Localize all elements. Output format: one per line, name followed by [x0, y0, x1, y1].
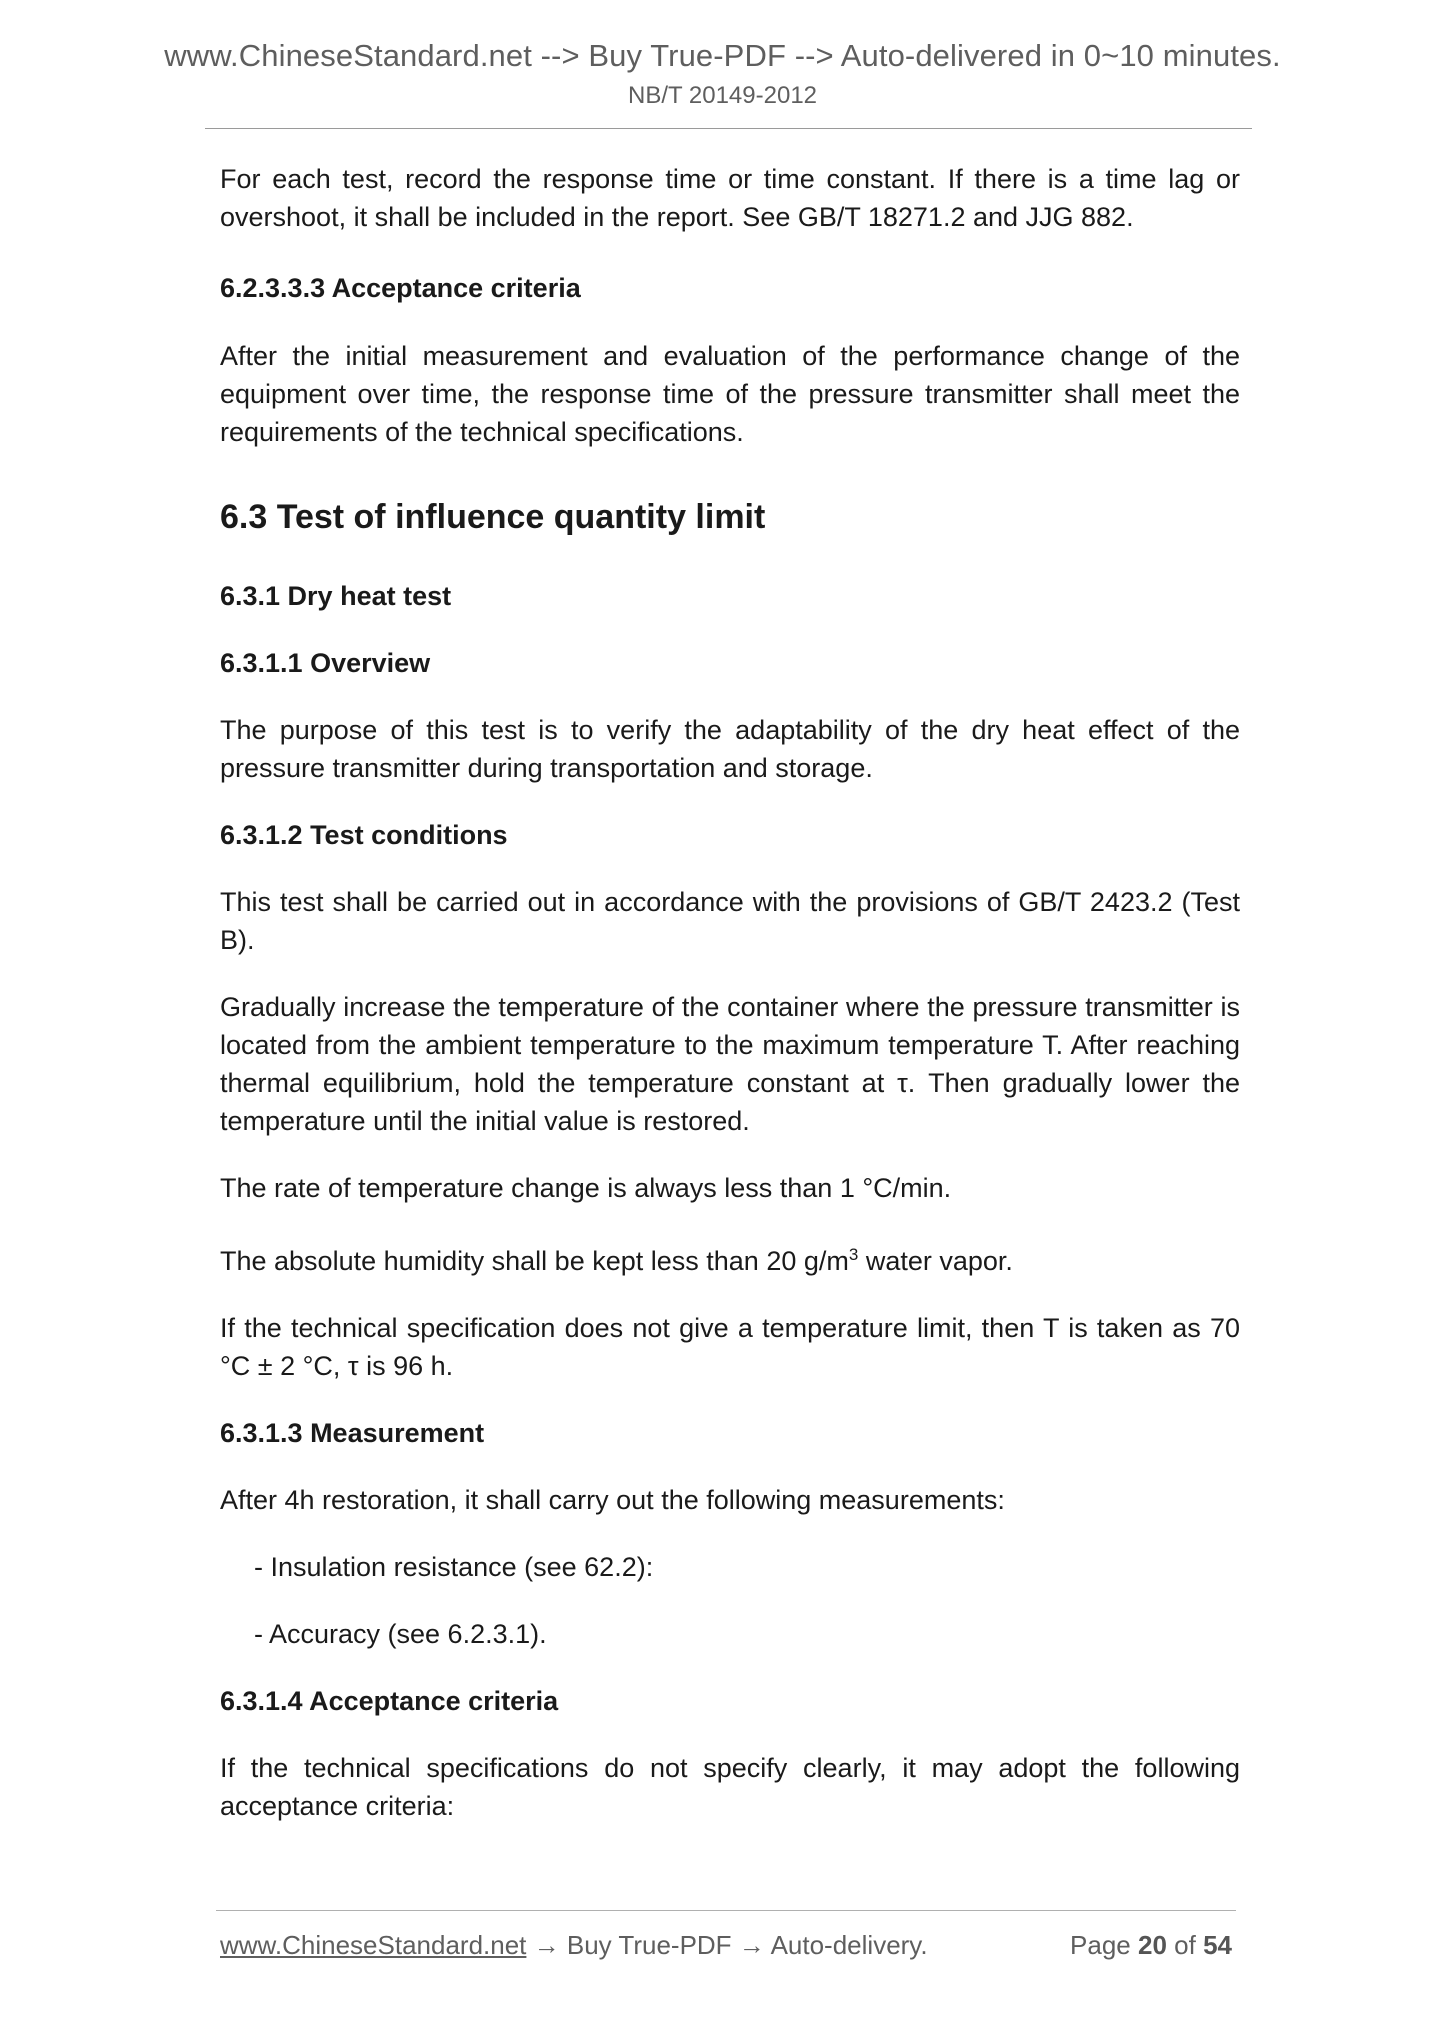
footer-divider — [216, 1910, 1236, 1911]
document-code: NB/T 20149-2012 — [627, 82, 818, 109]
of-label: of — [1174, 1930, 1196, 1960]
paragraph-absolute-humidity — [220, 1236, 1240, 1280]
heading-6-3: 6.3 Test of influence quantity limit — [220, 498, 766, 536]
heading-6-3-1-1: 6.3.1.1 Overview — [220, 648, 431, 678]
footer-left — [220, 1930, 928, 1961]
humidity-text: The absolute humidity shall be kept less than 20 g/m — [220, 1246, 849, 1276]
paragraph-temperature-procedure: Gradually increase the temperature of the container where the pressure transmitter is located from the ambient temperature to the maximum temperature T. After reaching thermal equilibrium, hold the temperature constant at τ. Then gradually lower the temperature until the initial value is restored. — [220, 992, 1240, 1136]
page-total: 54 — [1203, 1930, 1232, 1960]
footer-tagline: → Buy True-PDF → Auto-delivery. — [526, 1930, 928, 1960]
heading-6-3-1-4: 6.3.1.4 Acceptance criteria — [220, 1686, 559, 1716]
page-footer — [220, 1930, 1232, 1966]
paragraph-temperature-rate: The rate of temperature change is always less than 1 °C/min. — [220, 1173, 952, 1203]
paragraph-overview: The purpose of this test is to verify the adaptability of the dry heat effect of the pressure transmitter during transportation and storage. — [220, 715, 1240, 783]
paragraph-response-time: For each test, record the response time or time constant. If there is a time lag or overshoot, it shall be included in the report. See GB/T 18271.2 and JJG 882. — [220, 164, 1240, 232]
superscript-3: 3 — [848, 1245, 859, 1264]
list-item-insulation: - Insulation resistance (see 62.2): — [254, 1552, 654, 1582]
header-divider — [205, 128, 1252, 129]
heading-6-3-1-2: 6.3.1.2 Test conditions — [220, 820, 508, 850]
page-number: 20 — [1138, 1930, 1167, 1960]
top-banner: www.ChineseStandard.net --> Buy True-PDF --> Auto-delivered in 0~10 minutes. — [164, 38, 1281, 73]
heading-6-2-3-3-3: 6.2.3.3.3 Acceptance criteria — [220, 273, 581, 303]
paragraph-acceptance-criteria: If the technical specifications do not specify clearly, it may adopt the following acceptance criteria: — [220, 1753, 1240, 1821]
paragraph-test-standard: This test shall be carried out in accordance with the provisions of GB/T 2423.2 (Test B). — [220, 887, 1240, 955]
paragraph-temperature-limit: If the technical specification does not give a temperature limit, then T is taken as 70 °C ± 2 °C, τ is 96 h. — [220, 1313, 1240, 1381]
heading-6-3-1-3: 6.3.1.3 Measurement — [220, 1418, 485, 1448]
footer-site-link[interactable]: www.ChineseStandard.net — [220, 1930, 527, 1960]
page-indicator — [1070, 1930, 1232, 1961]
page-label: Page — [1070, 1930, 1131, 1960]
heading-6-3-1: 6.3.1 Dry heat test — [220, 581, 452, 611]
paragraph-measurement-intro: After 4h restoration, it shall carry out the following measurements: — [220, 1485, 1005, 1515]
list-item-accuracy: - Accuracy (see 6.2.3.1). — [254, 1619, 547, 1649]
page-content — [220, 160, 1240, 1825]
paragraph-acceptance-response-time: After the initial measurement and evaluation of the performance change of the equipment over time, the response time of the pressure transmitter shall meet the requirements of the technical specifications. — [220, 341, 1240, 447]
humidity-text-tail: water vapor. — [858, 1246, 1013, 1276]
